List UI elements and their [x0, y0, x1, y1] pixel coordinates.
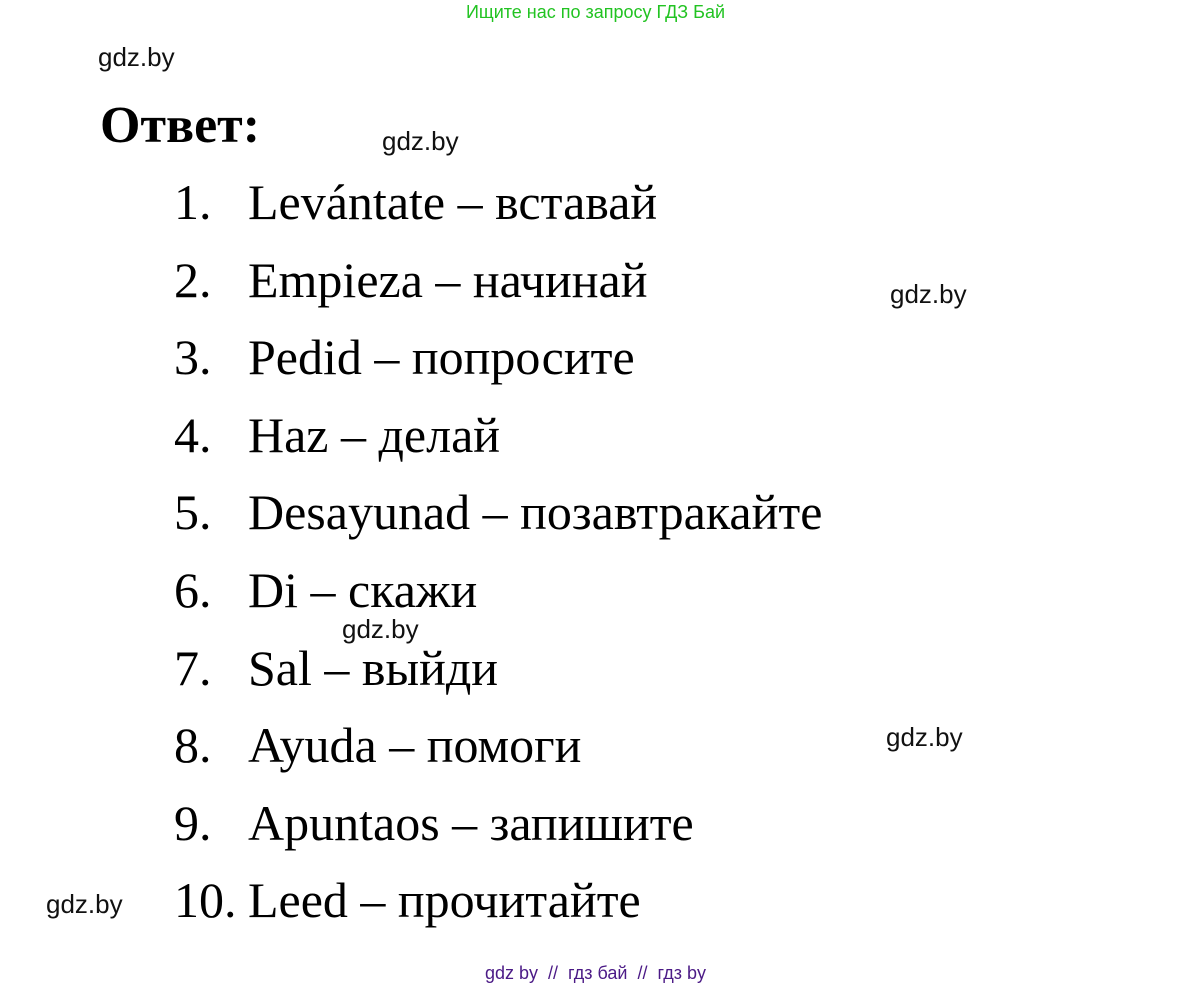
- item-text: Di – скажи: [248, 562, 478, 618]
- item-text: Pedid – попросите: [248, 329, 635, 386]
- watermark: gdz.by: [98, 42, 175, 72]
- list-item: [174, 172, 657, 232]
- item-number: 7.: [174, 639, 212, 696]
- item-number: 8.: [174, 717, 212, 774]
- list-item: [174, 793, 694, 853]
- list-item: [174, 327, 635, 387]
- item-text: Sal – выйди: [248, 639, 499, 696]
- list-item: [174, 405, 500, 465]
- item-number: 4.: [174, 406, 212, 463]
- list-item: [174, 560, 477, 620]
- watermark: gdz.by: [886, 722, 963, 752]
- watermark: gdz.by: [890, 279, 967, 309]
- item-text: Ayuda – помоги: [248, 717, 582, 774]
- footer-links: gdz by // гдз бай // гдз by: [484, 963, 707, 983]
- list-item: [174, 250, 647, 310]
- list-item: [174, 638, 498, 698]
- item-text: Empieza – начинай: [248, 251, 648, 308]
- watermark: gdz.by: [46, 889, 123, 919]
- search-banner: Ищите нас по запросу ГДЗ Бай: [465, 2, 726, 22]
- item-number: 6.: [174, 562, 212, 618]
- item-number: 3.: [174, 329, 212, 386]
- watermark: gdz.by: [342, 614, 419, 644]
- answer-heading: Ответ:: [100, 97, 261, 154]
- item-text: Haz – делай: [248, 406, 501, 463]
- list-item: [174, 715, 581, 775]
- watermark: gdz.by: [382, 126, 459, 156]
- list-item: [174, 870, 641, 930]
- list-item: [174, 482, 822, 542]
- item-number: 10.: [174, 872, 237, 929]
- item-number: 1.: [174, 174, 212, 230]
- item-text: Leed – прочитайте: [248, 872, 641, 929]
- item-text: Levántate – вставай: [248, 174, 658, 230]
- item-text: Apuntaos – запишите: [248, 794, 694, 851]
- item-number: 9.: [174, 794, 212, 851]
- item-number: 5.: [174, 484, 212, 541]
- item-number: 2.: [174, 251, 212, 308]
- item-text: Desayunad – позавтракайте: [248, 484, 823, 541]
